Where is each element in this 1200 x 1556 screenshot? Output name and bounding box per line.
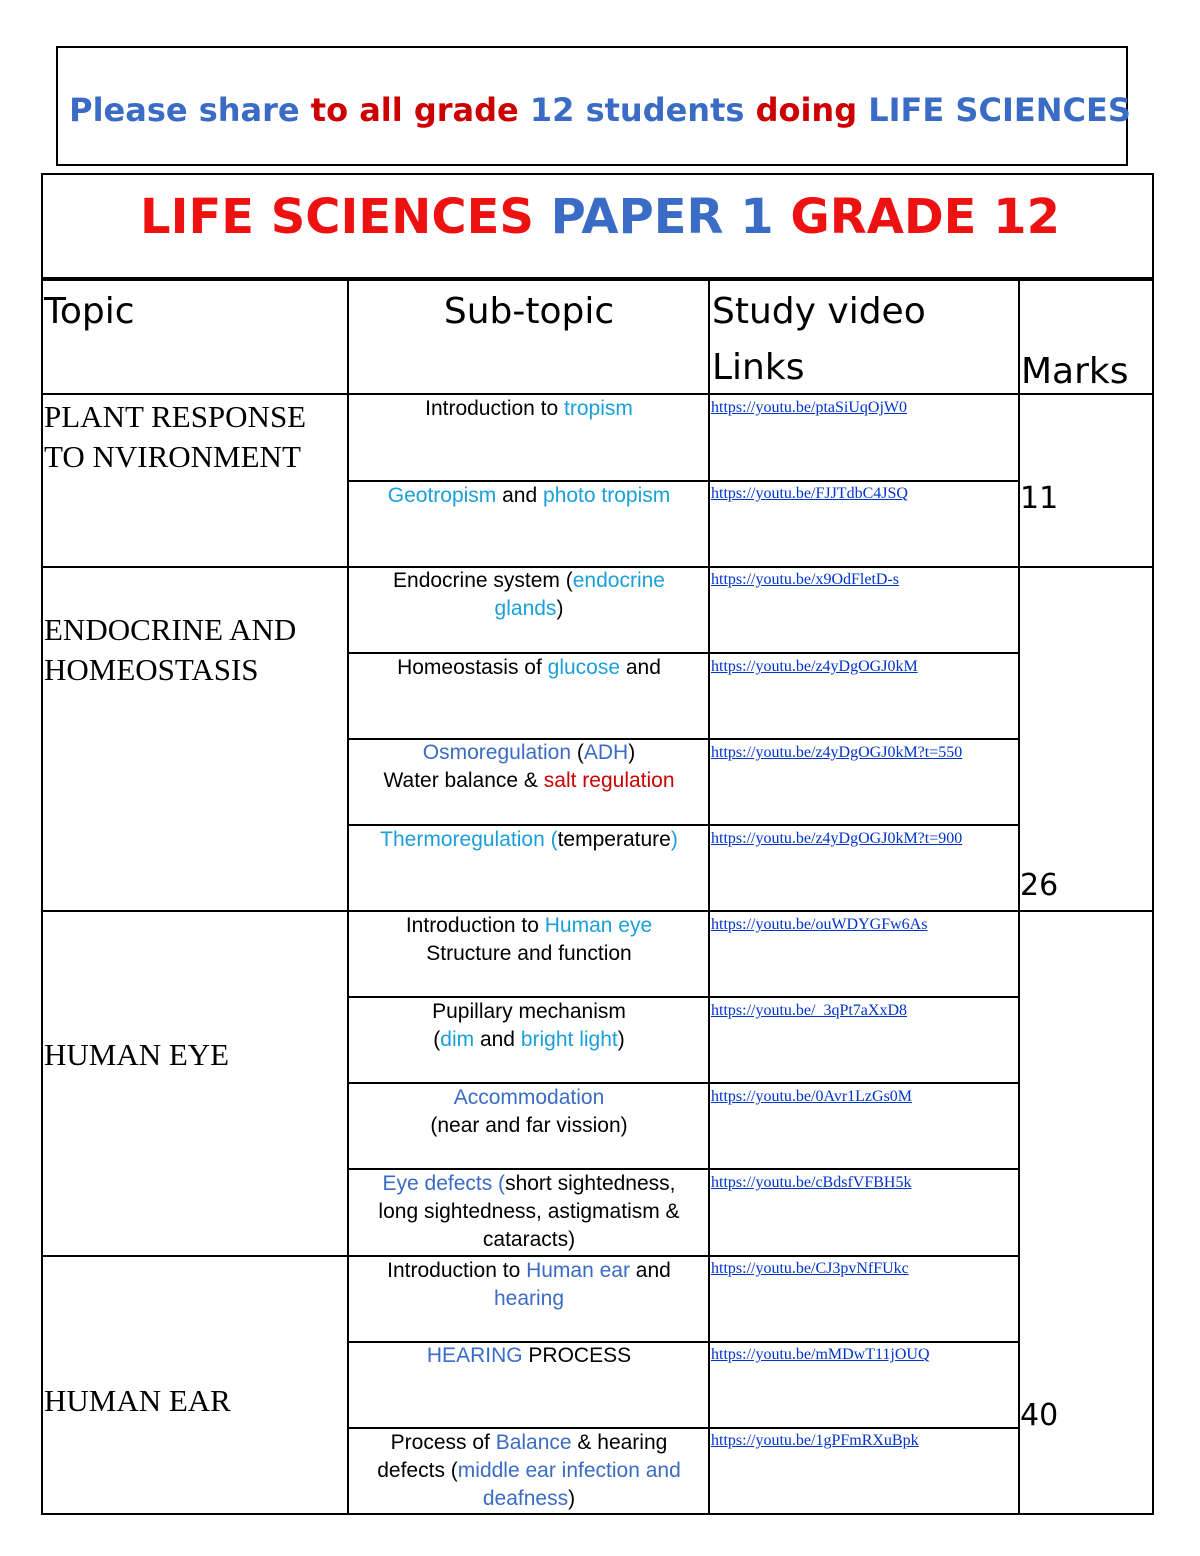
subtopic-text: Accommodation — [453, 1086, 605, 1109]
subtopic-line — [350, 1285, 708, 1313]
marks-value: 11 — [1020, 481, 1059, 516]
subtopic-line — [350, 1226, 708, 1254]
header-links-line1: Study video — [712, 291, 926, 332]
topic-line: TO NVIRONMENT — [44, 439, 301, 474]
subtopic-cell — [350, 739, 708, 795]
subtopic-cell — [350, 1429, 708, 1513]
subtopic-text: dim — [440, 1028, 475, 1051]
subtopic-text: Eye defects ( — [382, 1172, 506, 1195]
marks-value: 40 — [1020, 1398, 1059, 1433]
subtopic-text: ) — [556, 597, 564, 620]
subtopic-cell — [350, 1257, 708, 1313]
subtopic-text: photo tropism — [543, 484, 671, 507]
table-border-bottom — [41, 1513, 1154, 1515]
subtopic-line — [350, 826, 708, 854]
topic-human-eye — [44, 1035, 229, 1075]
video-link[interactable]: https://youtu.be/ptaSiUqOjW0 — [711, 399, 907, 416]
banner-part: Please share — [69, 91, 311, 129]
video-link[interactable]: https://youtu.be/z4yDgOGJ0kM?t=900 — [711, 830, 963, 847]
video-link[interactable]: https://youtu.be/cBdsfVFBH5k — [711, 1174, 912, 1191]
subtopic-line — [350, 1170, 708, 1198]
header-marks: Marks — [1021, 351, 1129, 392]
subtopic-text: Osmoregulation — [422, 741, 572, 764]
banner-part: 12 students — [529, 91, 756, 129]
topic-line: ENDOCRINE AND — [44, 612, 297, 647]
subtopic-cell — [350, 654, 708, 682]
subtopic-text: Water balance & — [383, 769, 544, 792]
subtopic-text: ) — [670, 828, 678, 851]
subtopic-cell — [350, 1084, 708, 1140]
subtopic-text: Structure and function — [426, 942, 632, 965]
subtopic-line — [350, 1257, 708, 1285]
subtopic-text: Introduction to — [425, 397, 565, 420]
title-part: GRADE 12 — [790, 189, 1060, 245]
subtopic-line — [350, 1084, 708, 1112]
subtopic-text: Pupillary mechanism — [432, 1000, 626, 1023]
title-part: LIFE SCIENCES — [140, 189, 551, 245]
banner-part: doing — [755, 91, 869, 129]
subtopic-cell — [350, 998, 708, 1054]
video-link[interactable]: https://youtu.be/mMDwT11jOUQ — [711, 1346, 930, 1363]
subtopic-text: ADH — [583, 741, 629, 764]
topic-plant-response — [44, 397, 306, 477]
subtopic-cell — [350, 482, 708, 510]
video-link[interactable]: https://youtu.be/z4yDgOGJ0kM?t=550 — [711, 744, 963, 761]
subtopic-line — [350, 912, 708, 940]
subtopic-text: glands — [494, 597, 557, 620]
subtopic-line — [350, 767, 708, 795]
subtopic-text: defects ( — [377, 1459, 458, 1482]
column-divider — [708, 279, 710, 1515]
topic-line: HOMEOSTASIS — [44, 652, 259, 687]
video-link[interactable]: https://youtu.be/x9OdFletD-s — [711, 571, 899, 588]
topic-human-ear — [44, 1381, 231, 1421]
subtopic-text: endocrine — [572, 569, 665, 592]
subtopic-text: ) — [628, 741, 636, 764]
banner-part: to all grade — [310, 91, 530, 129]
subtopic-line — [350, 1112, 708, 1140]
subtopic-text: Process of — [390, 1431, 496, 1454]
video-link[interactable]: https://youtu.be/0Avr1LzGs0M — [711, 1088, 913, 1105]
subtopic-line — [350, 739, 708, 767]
share-banner-text — [0, 88, 1200, 132]
subtopic-line — [350, 940, 708, 968]
subtopic-text: (near and far vission) — [430, 1114, 628, 1137]
subtopic-text: cataracts) — [482, 1228, 576, 1251]
subtopic-cell — [350, 826, 708, 854]
subtopic-text: & hearing — [571, 1431, 668, 1454]
subtopic-line — [350, 1457, 708, 1485]
subtopic-text: ) — [568, 1487, 576, 1510]
marks-value: 26 — [1020, 868, 1059, 903]
video-link[interactable]: https://youtu.be/ouWDYGFw6As — [711, 916, 928, 933]
subtopic-line — [350, 567, 708, 595]
title-part: PAPER 1 — [550, 189, 791, 245]
subtopic-text: tropism — [564, 397, 633, 420]
subtopic-text: ( — [571, 741, 584, 764]
topic-endocrine — [44, 610, 296, 690]
subtopic-line — [350, 1485, 708, 1513]
subtopic-cell — [350, 395, 708, 423]
column-divider — [347, 279, 349, 1515]
video-link[interactable]: https://youtu.be/FJJTdbC4JSQ — [711, 485, 908, 502]
subtopic-text: and — [620, 656, 661, 679]
document-title — [0, 186, 1200, 248]
subtopic-text: Homeostasis of — [397, 656, 548, 679]
subtopic-text: ) — [617, 1028, 625, 1051]
subtopic-text: and — [629, 1259, 671, 1282]
video-link[interactable]: https://youtu.be/_3qPt7aXxD8 — [711, 1002, 907, 1019]
subtopic-line — [350, 395, 708, 423]
subtopic-text: salt regulation — [543, 769, 675, 792]
subtopic-cell — [350, 1342, 708, 1370]
header-subtopic: Sub-topic — [443, 291, 615, 332]
subtopic-text: Human ear — [526, 1259, 630, 1282]
subtopic-line — [350, 1198, 708, 1226]
video-link[interactable]: https://youtu.be/1gPFmRXuBpk — [711, 1432, 919, 1449]
table-border-right — [1152, 279, 1154, 1515]
subtopic-text: temperature — [557, 828, 671, 851]
subtopic-text: Endocrine system ( — [393, 569, 573, 592]
row-divider — [41, 279, 1154, 281]
subtopic-line — [350, 482, 708, 510]
header-links-line2: Links — [712, 347, 805, 388]
subtopic-line — [350, 1429, 708, 1457]
header-topic: Topic — [44, 291, 135, 332]
subtopic-text: glucose — [547, 656, 621, 679]
subtopic-text: and — [496, 484, 544, 507]
subtopic-text: Geotropism — [387, 484, 497, 507]
subtopic-text: Balance — [495, 1431, 572, 1454]
subtopic-text: hearing — [493, 1287, 565, 1310]
subtopic-line — [350, 654, 708, 682]
subtopic-text: PROCESS — [522, 1344, 632, 1367]
subtopic-cell — [350, 912, 708, 968]
banner-part: LIFE SCIENCES — [868, 91, 1131, 129]
subtopic-text: middle ear infection and — [457, 1459, 681, 1482]
table-border-left — [41, 279, 43, 1515]
subtopic-text: ( — [433, 1028, 441, 1051]
topic-line: PLANT RESPONSE — [44, 399, 307, 434]
subtopic-text: and — [474, 1028, 521, 1051]
video-link[interactable]: https://youtu.be/z4yDgOGJ0kM — [711, 658, 918, 675]
subtopic-text: HEARING — [426, 1344, 523, 1367]
subtopic-text: Introduction to — [405, 914, 545, 937]
subtopic-line — [350, 595, 708, 623]
video-link[interactable]: https://youtu.be/CJ3pvNfFUkc — [711, 1260, 909, 1277]
subtopic-line — [350, 1026, 708, 1054]
subtopic-text: bright light — [520, 1028, 618, 1051]
subtopic-line — [350, 998, 708, 1026]
subtopic-line — [350, 1342, 708, 1370]
subtopic-text: Human eye — [544, 914, 653, 937]
topic-line: HUMAN EAR — [44, 1383, 231, 1418]
subtopic-text: long sightedness, astigmatism & — [378, 1200, 680, 1223]
subtopic-cell — [350, 567, 708, 623]
subtopic-text: short sightedness, — [505, 1172, 676, 1195]
subtopic-cell — [350, 1170, 708, 1254]
subtopic-text: deafness — [482, 1487, 569, 1510]
subtopic-text: Thermoregulation ( — [380, 828, 558, 851]
topic-line: HUMAN EYE — [44, 1037, 230, 1072]
subtopic-text: Introduction to — [387, 1259, 527, 1282]
